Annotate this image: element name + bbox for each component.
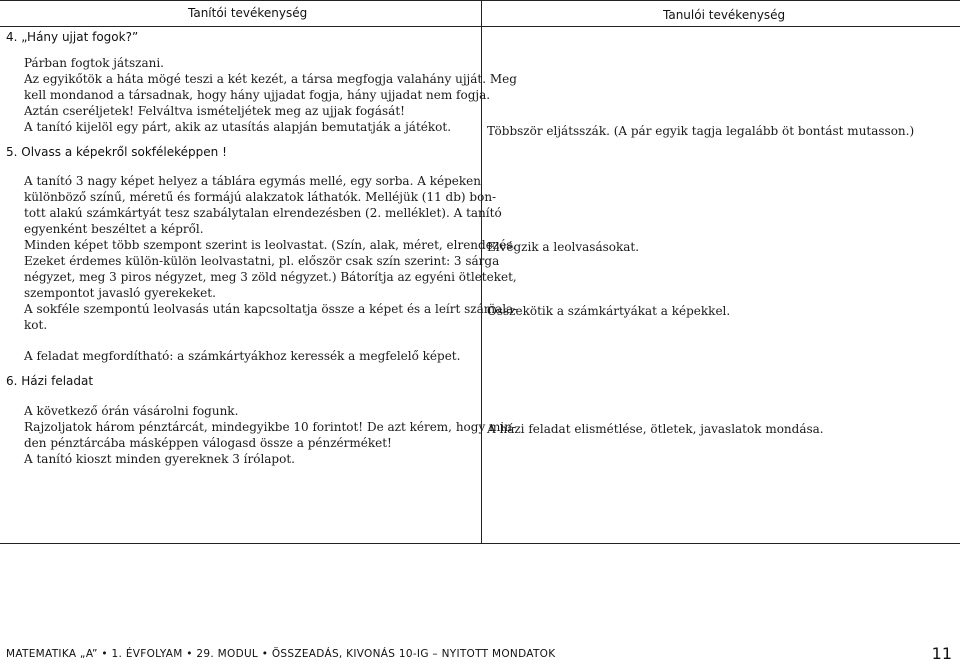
section-4-title: 4. „Hány ujjat fogok?”: [6, 30, 139, 44]
text-line: A feladat megfordítható: a számkártyákhoz keressék a megfelelő képet.: [24, 349, 461, 363]
text-line: Aztán cseréljetek! Felváltva ismételjétek meg az ujjak fogását!: [24, 104, 405, 118]
section-5-title: 5. Olvass a képekről sokféleképpen !: [6, 145, 227, 159]
text-line: tott alakú számkártyát tesz szabálytalan elrendezésben (2. melléklet). A tanító: [24, 206, 502, 220]
top-rule: [0, 0, 960, 1]
text-line: den pénztárcába másképpen válogasd össze a pénzérméket!: [24, 436, 392, 450]
text-line: egyenként beszéltet a képről.: [24, 222, 204, 236]
header-student: Tanulói tevékenység: [663, 8, 786, 22]
text-line: Az egyikőtök a háta mögé teszi a két kezét, a társa megfogja valahány ujját. Meg: [24, 72, 517, 86]
header-teacher: Tanítói tevékenység: [188, 6, 308, 20]
section-4-student: Többször eljátsszák. (A pár egyik tagja legalább öt bontást mutasson.): [487, 124, 915, 138]
text-line: A tanító kijelöl egy párt, akik az utasítás alapján bemutatják a játékot.: [24, 120, 452, 134]
text-line: Rajzoljatok három pénztárcát, mindegyikbe 10 forintot! De azt kérem, hogy min-: [24, 420, 517, 434]
section-5-student-1: Elvégzik a leolvasásokat.: [487, 240, 640, 254]
text-line: szempontot javasló gyerekeket.: [24, 286, 216, 300]
page-number: 11: [931, 644, 952, 663]
text-line: kell mondanod a társadnak, hogy hány ujjadat fogja, hány ujjadat nem fogja.: [24, 88, 491, 102]
text-line: A sokféle szempontú leolvasás után kapcsoltatja össze a képet és a leírt számala-: [24, 302, 518, 316]
header-rule: [0, 26, 960, 27]
text-line: Párban fogtok játszani.: [24, 56, 164, 70]
text-line: Ezeket érdemes külön-külön leolvastatni, pl. először csak szín szerint: 3 sárga: [24, 254, 500, 268]
footer-text: MATEMATIKA „A” • 1. ÉVFOLYAM • 29. MODUL • ÖSSZEADÁS, KIVONÁS 10-IG – NYITOTT MONDATOK: [6, 648, 556, 660]
text-line: A tanító kioszt minden gyereknek 3 írólapot.: [24, 452, 295, 466]
section-6-title: 6. Házi feladat: [6, 374, 94, 388]
text-line: kot.: [24, 318, 48, 332]
text-line: négyzet, meg 3 piros négyzet, meg 3 zöld négyzet.) Bátorítja az egyéni ötleteket,: [24, 270, 517, 284]
text-line: különböző színű, méretű és formájú alakzatok láthatók. Melléjük (11 db) bon-: [24, 190, 497, 204]
text-line: Minden képet több szempont szerint is leolvastat. (Szín, alak, méret, elrendezés.: [24, 238, 517, 252]
text-line: A tanító 3 nagy képet helyez a táblára egymás mellé, egy sorba. A képeken: [24, 174, 481, 188]
section-5-student-2: Összekötik a számkártyákat a képekkel.: [487, 304, 731, 318]
text-line: A következő órán vásárolni fogunk.: [24, 404, 239, 418]
section-6-student: A házi feladat elismétlése, ötletek, javaslatok mondása.: [487, 422, 824, 436]
bottom-rule: [0, 543, 960, 544]
